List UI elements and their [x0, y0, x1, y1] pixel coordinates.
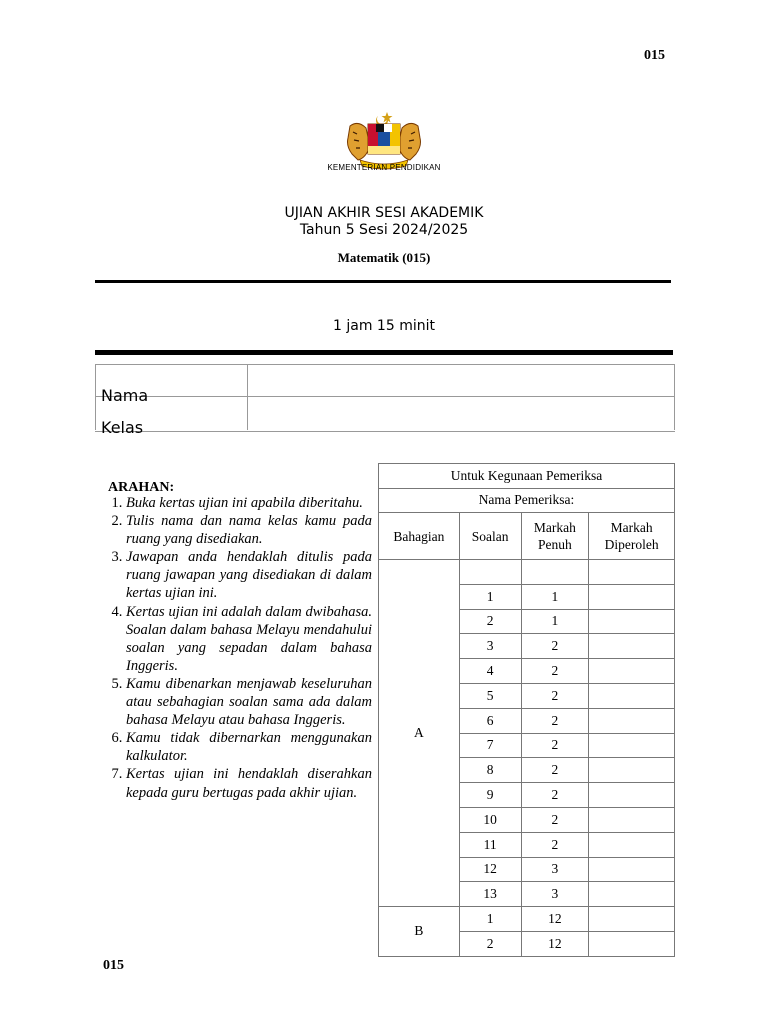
- section-b-cell: B: [379, 907, 460, 957]
- obtained-marks-cell: [589, 783, 675, 808]
- identity-box: [95, 364, 675, 432]
- exam-duration: 1 jam 15 minit: [333, 318, 435, 334]
- full-marks-cell: [521, 560, 589, 585]
- identity-box-divider: [95, 396, 675, 397]
- full-marks-cell: 2: [521, 783, 589, 808]
- instruction-item: 2. Tulis nama dan nama kelas kamu pada ruang yang disediakan.: [126, 512, 372, 548]
- question-cell: 1: [459, 907, 521, 932]
- full-marks-cell: 2: [521, 832, 589, 857]
- identity-box-border: [674, 364, 675, 430]
- table-row: [379, 560, 675, 585]
- full-marks-cell: 1: [521, 584, 589, 609]
- question-cell: 2: [459, 609, 521, 634]
- column-header-text: Markah: [610, 520, 653, 535]
- full-marks-cell: 3: [521, 882, 589, 907]
- full-marks-cell: 2: [521, 659, 589, 684]
- full-marks-cell: 2: [521, 807, 589, 832]
- instructions-list: [104, 494, 372, 802]
- table-row: [379, 907, 675, 932]
- obtained-marks-cell: [589, 683, 675, 708]
- question-cell: 9: [459, 783, 521, 808]
- exam-subject: Matematik (015): [337, 250, 431, 265]
- question-cell: 10: [459, 807, 521, 832]
- instructions-heading: ARAHAN:: [108, 480, 175, 495]
- class-label: Kelas: [101, 418, 144, 437]
- question-cell: 8: [459, 758, 521, 783]
- question-cell: 12: [459, 857, 521, 882]
- divider-rule-thick: [95, 350, 673, 355]
- obtained-marks-cell: [589, 882, 675, 907]
- page-code-bottom: 015: [103, 958, 124, 973]
- column-header-text: Diperoleh: [604, 537, 659, 552]
- full-marks-cell: 2: [521, 683, 589, 708]
- obtained-marks-cell: [589, 832, 675, 857]
- logo-caption: KEMENTERIAN PENDIDIKAN: [327, 163, 441, 172]
- question-cell: 1: [459, 584, 521, 609]
- question-cell: 11: [459, 832, 521, 857]
- obtained-marks-cell: [589, 560, 675, 585]
- instruction-item: 1. Buka kertas ujian ini apabila diberitahu.: [126, 494, 372, 512]
- column-header-text: Penuh: [538, 537, 572, 552]
- obtained-marks-cell: [589, 758, 675, 783]
- name-label: Nama: [101, 386, 149, 405]
- column-header-section: Bahagian: [379, 513, 460, 560]
- identity-box-border: [95, 364, 96, 430]
- obtained-marks-cell: [589, 584, 675, 609]
- question-cell: 4: [459, 659, 521, 684]
- obtained-marks-cell: [589, 857, 675, 882]
- question-cell: 6: [459, 708, 521, 733]
- exam-title: UJIAN AKHIR SESI AKADEMIK: [284, 205, 484, 221]
- full-marks-cell: 2: [521, 708, 589, 733]
- obtained-marks-cell: [589, 907, 675, 932]
- page-code-top: 015: [644, 48, 665, 63]
- obtained-marks-cell: [589, 634, 675, 659]
- examiner-table: [378, 463, 675, 957]
- question-cell: 3: [459, 634, 521, 659]
- examiner-table-title: Untuk Kegunaan Pemeriksa: [379, 464, 675, 489]
- instruction-item: 3. Jawapan anda hendaklah ditulis pada ruang jawapan yang disediakan di dalam kertas ujian ini.: [126, 548, 372, 602]
- full-marks-cell: 2: [521, 634, 589, 659]
- question-cell: 5: [459, 683, 521, 708]
- obtained-marks-cell: [589, 659, 675, 684]
- column-header-full-marks: [521, 513, 589, 560]
- section-a-cell: A: [379, 560, 460, 907]
- full-marks-cell: 12: [521, 931, 589, 956]
- obtained-marks-cell: [589, 708, 675, 733]
- full-marks-cell: 3: [521, 857, 589, 882]
- column-header-obtained-marks: [589, 513, 675, 560]
- question-cell: 13: [459, 882, 521, 907]
- question-cell: 2: [459, 931, 521, 956]
- question-cell: [459, 560, 521, 585]
- examiner-name-field: Nama Pemeriksa:: [379, 488, 675, 513]
- instruction-item: 4. Kertas ujian ini adalah dalam dwibahasa. Soalan dalam bahasa Melayu mendahului soalan yang sepadan dalam bahasa Inggeris.: [126, 603, 372, 675]
- divider-rule: [95, 280, 671, 283]
- full-marks-cell: 2: [521, 733, 589, 758]
- exam-session: Tahun 5 Sesi 2024/2025: [299, 222, 469, 238]
- identity-box-divider: [247, 364, 248, 430]
- full-marks-cell: 2: [521, 758, 589, 783]
- instruction-item: 6. Kamu tidak dibernarkan menggunakan kalkulator.: [126, 729, 372, 765]
- column-header-text: Markah: [533, 520, 576, 535]
- full-marks-cell: 1: [521, 609, 589, 634]
- obtained-marks-cell: [589, 931, 675, 956]
- obtained-marks-cell: [589, 733, 675, 758]
- column-header-question: Soalan: [459, 513, 521, 560]
- question-cell: 7: [459, 733, 521, 758]
- obtained-marks-cell: [589, 609, 675, 634]
- instruction-item: 5. Kamu dibenarkan menjawab keseluruhan atau sebahagian soalan sama ada dalam bahasa Melayu atau bahasa Inggeris.: [126, 675, 372, 729]
- obtained-marks-cell: [589, 807, 675, 832]
- full-marks-cell: 12: [521, 907, 589, 932]
- instruction-item: 7. Kertas ujian ini hendaklah diserahkan kepada guru bertugas pada akhir ujian.: [126, 765, 372, 801]
